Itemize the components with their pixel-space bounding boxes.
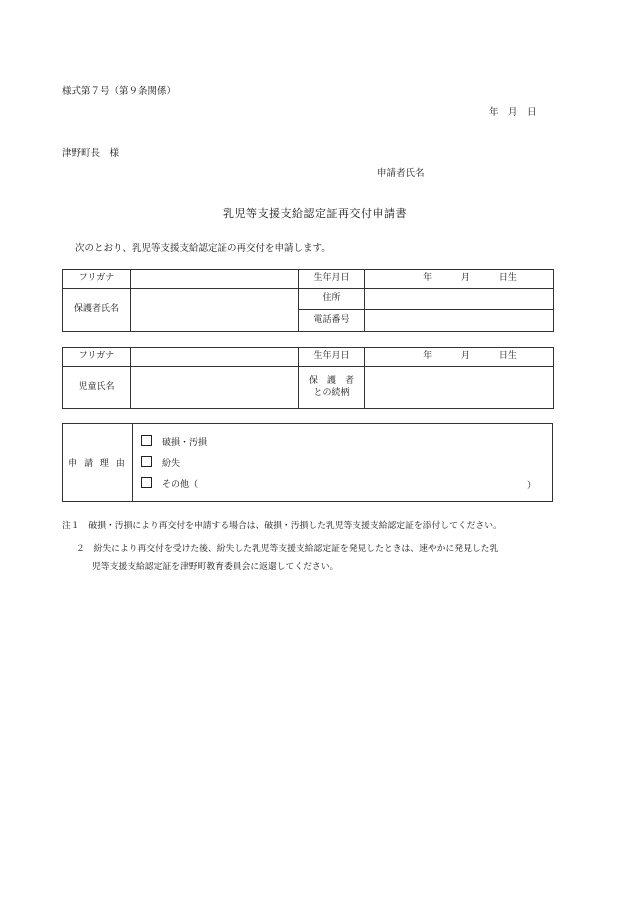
child-table: [62, 347, 554, 409]
child-birth-field[interactable]: [365, 348, 554, 367]
child-birth-label: 生年月日: [299, 348, 365, 367]
intro-text: 次のとおり、乳児等支援支給認定証の再交付を申請します。: [75, 243, 331, 254]
birth-month-label: 月: [460, 273, 470, 284]
document-title: 乳児等支援支給認定証再交付申請書: [223, 207, 407, 220]
applicant-name-label: 申請者氏名: [377, 168, 425, 179]
birth-month-label: 月: [460, 351, 470, 362]
guardian-phone-label: 電話番号: [299, 310, 365, 332]
note-1: 注１ 破損・汚損により再交付を申請する場合は、破損・汚損した乳児等支援支給認定証を添付してください。: [62, 521, 502, 531]
birth-year-label: 年: [423, 273, 433, 284]
reason-box: [62, 423, 553, 502]
reason-label: 申 請 理 由: [63, 424, 133, 501]
reason-option-damage[interactable]: [141, 435, 207, 448]
relation-label-line2: との続柄: [313, 387, 350, 398]
reason-option-label: 破損・汚損: [162, 438, 208, 448]
guardian-furigana-field[interactable]: [131, 270, 299, 289]
reason-option-label: その他（: [162, 480, 199, 490]
guardian-birth-field[interactable]: [365, 270, 554, 289]
checkbox-icon[interactable]: [141, 435, 152, 446]
guardian-name-label: 保護者氏名: [63, 289, 131, 332]
checkbox-icon[interactable]: [141, 477, 152, 488]
guardian-birth-label: 生年月日: [299, 270, 365, 289]
note-2: ２ 紛失により再交付を受けた後、紛失した乳児等支援支給認定証を発見したときは、速やかに発見した乳: [76, 544, 499, 554]
guardian-furigana-label: フリガナ: [63, 270, 131, 289]
birth-day-label: 日生: [498, 273, 517, 284]
addressee: 津野町長 様: [62, 148, 120, 159]
relation-label-line1: 保 護 者: [308, 376, 354, 387]
note-2-continued: 児等支援支給認定証を津野町教育委員会に返還してください。: [92, 562, 339, 572]
child-relation-label: [299, 367, 365, 409]
birth-year-label: 年: [423, 351, 433, 362]
child-name-label: 児童氏名: [63, 367, 131, 409]
birth-day-label: 日生: [498, 351, 517, 362]
guardian-table: [62, 269, 554, 332]
guardian-name-field[interactable]: [131, 289, 299, 332]
other-close-paren: ）: [527, 481, 537, 491]
guardian-address-label: 住所: [299, 289, 365, 310]
reason-option-label: 紛失: [162, 459, 181, 469]
reason-option-lost[interactable]: [141, 456, 180, 469]
child-relation-field[interactable]: [365, 367, 554, 409]
child-furigana-field[interactable]: [131, 348, 299, 367]
reason-option-other[interactable]: [141, 477, 198, 490]
guardian-phone-field[interactable]: [365, 310, 554, 332]
checkbox-icon[interactable]: [141, 456, 152, 467]
date-line: 年 月 日: [489, 107, 537, 118]
child-furigana-label: フリガナ: [63, 348, 131, 367]
guardian-address-field[interactable]: [365, 289, 554, 310]
form-number: 様式第７号（第９条関係）: [62, 86, 177, 97]
child-name-field[interactable]: [131, 367, 299, 409]
